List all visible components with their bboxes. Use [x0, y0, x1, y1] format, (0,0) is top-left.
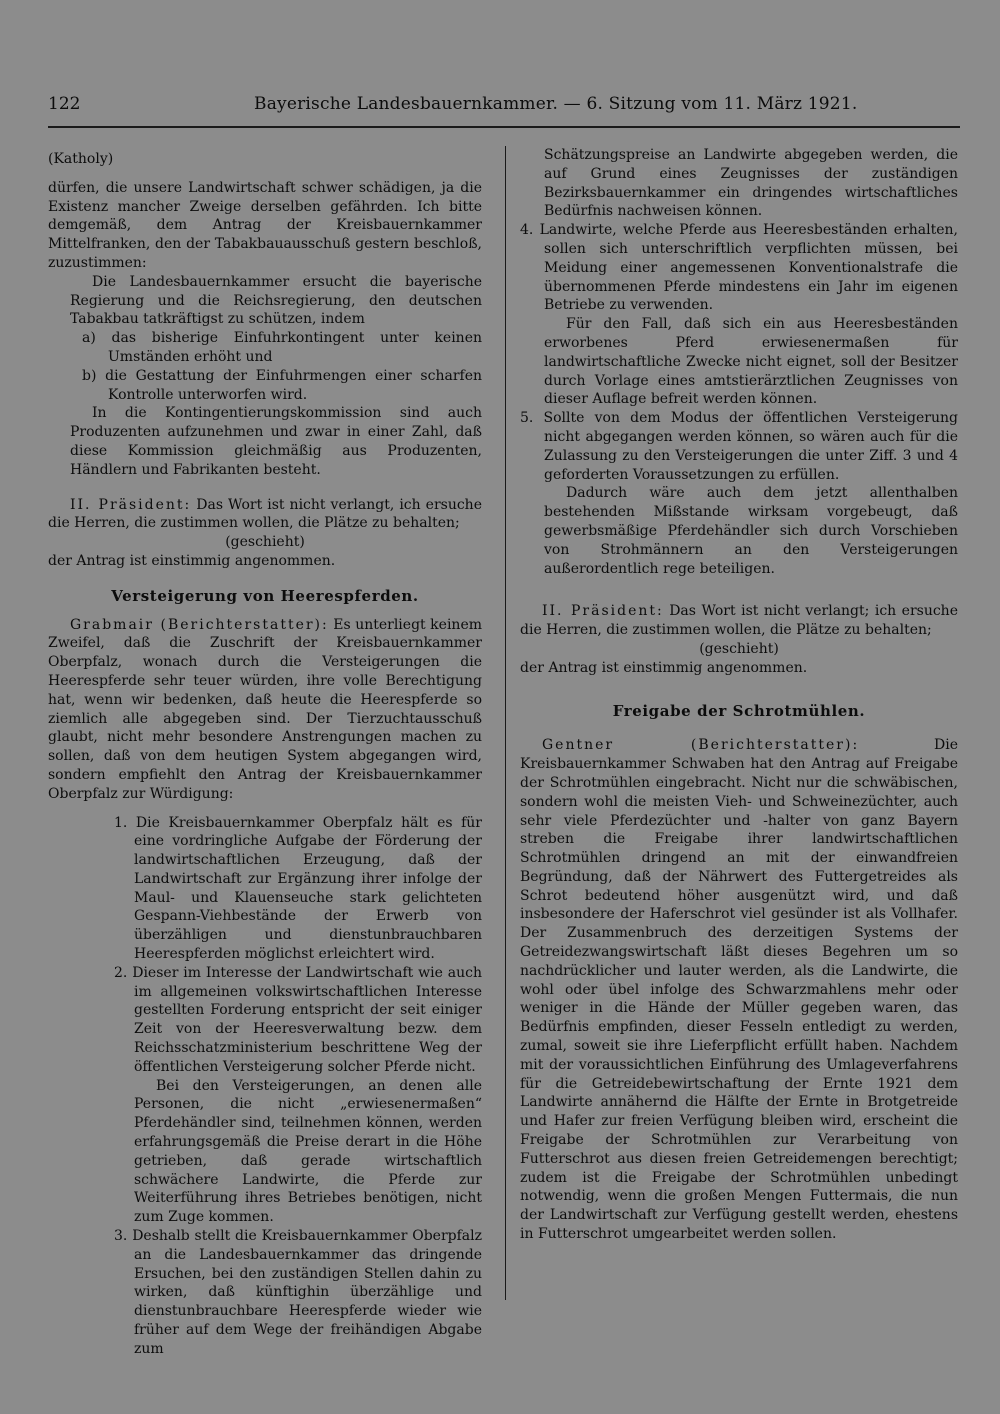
procedural-note: (geschieht): [699, 640, 779, 657]
motion-item-a: a) das bisherige Einfuhrkontingent unter keinen Umständen erhöht und: [82, 330, 482, 365]
section-heading: Versteigerung von Heerespferden.: [111, 586, 419, 605]
speaker-name: II. Präsident:: [70, 496, 192, 513]
list-item: 5. Sollte von dem Modus der öffentlichen Versteigerung nicht abgegangen werden können, so wären auch für die Zulassung zu den Versteigerungen die unter Ziff. 3 und 4 geforderten Voraussetzungen zu erfüllen.: [520, 410, 958, 483]
list-item: 2. Dieser im Interesse der Landwirtschaft wie auch im allgemeinen volkswirtschaftlichen Interesse gestellten Forderung entspricht der seit einiger Zeit von der Heeresverwaltung bezw. dem Reichsschatzministerium beschrittene Weg der öffentlichen Versteigerung solcher Pferde nicht.: [114, 964, 482, 1075]
column-divider: [505, 146, 506, 1300]
list-item: 4. Landwirte, welche Pferde aus Heeresbeständen erhalten, sollen sich unterschriftlich verpflichten müssen, bei Meidung einer angemessenen Konventionalstrafe die übernommenen Pferde mindestens ein Jahr im eigenen Betriebe zu verwenden.: [520, 222, 958, 314]
left-column: [48, 150, 482, 1359]
result-line: der Antrag ist einstimmig angenommen.: [520, 659, 808, 676]
list-item-paragraph: Dadurch wäre auch dem jetzt allenthalben bestehenden Mißstande wirksam vorgebeugt, daß gewerbsmäßige Pferdehändler sich durch Vorschieben von Strohmännern an den Versteigerungen außerordentlich rege beteiligen.: [544, 485, 958, 577]
president-statement: [48, 496, 482, 534]
motion-text: Die Landesbauernkammer ersucht die bayerische Regierung und die Reichsregierung, den deutschen Tabakbau tatkräftigst zu schützen, indem: [70, 273, 482, 328]
speaker-name: Gentner (Berichterstatter):: [542, 737, 860, 754]
page-number: 122: [48, 94, 81, 114]
paragraph: dürfen, die unsere Landwirtschaft schwer schädigen, ja die Existenz mancher Zweige derselben gefährden. Ich bitte demgemäß, dem Antrag der Kreisbauernkammer Mittelfranken, den der Tabakbauausschuß gestern beschloß, zuzustimmen:: [48, 179, 482, 271]
list-item-paragraph: Bei den Versteigerungen, an denen alle Personen, die nicht „erwiesenermaßen“ Pferdehändler sind, teilnehmen können, werden erfahrungsgemäß die Preise derart in die Höhe getrieben, daß gerade wirtschaftlich schwächere Landwirte, die Pferde zur Weiterführung ihres Betriebes benötigen, nicht zum Zuge kommen.: [134, 1077, 482, 1226]
speaker-name: Grabmair (Berichterstatter):: [70, 616, 329, 633]
list-item: 1. Die Kreisbauernkammer Oberpfalz hält es für eine vordringliche Aufgabe der Förderung der landwirtschaftlichen Erzeugung, daß der Landwirtschaft zur Ergänzung ihrer infolge der Maul- und Klauenseuche stark gelichteten Gespann-Viehbestände der Erwerb von überzähligen und dienstunbrauchbaren Heerespferden möglichst erleichtert wird.: [114, 814, 482, 963]
list-item: 3. Deshalb stellt die Kreisbauernkammer Oberpfalz an die Landesbauernkammer das dringende Ersuchen, bei den zuständigen Stellen dahin zu wirken, daß künftighin überzählige und dienstunbrauchbare Heerespferde wieder wie früher auf dem Wege der freihändigen Abgabe zum: [114, 1228, 482, 1357]
running-title: Bayerische Landesbauernkammer. — 6. Sitzung vom 11. März 1921.: [254, 94, 858, 114]
statement-text: Das Wort ist nicht verlangt; ich ersuche die Herren, die zustimmen wollen, die Plätze zu behalten;: [520, 603, 958, 639]
list-item-paragraph: Schätzungspreise an Landwirte abgegeben werden, die auf Grund eines Zeugnisses der zuständigen Bezirksbauernkammer ein dringendes wirtschaftliches Bedürfnis nachweisen können.: [544, 147, 958, 220]
right-column: [520, 146, 958, 1244]
statement-text: Das Wort ist nicht verlangt, ich ersuche die Herren, die zustimmen wollen, die Plätze zu behalten;: [48, 496, 482, 532]
motion-text: In die Kontingentierungskommission sind auch Produzenten aufzunehmen und zwar in einer Zahl, daß diese Kommission gleichmäßig aus Produzenten, Händlern und Fabrikanten besteht.: [70, 405, 482, 478]
list-item-paragraph: Für den Fall, daß sich ein aus Heeresbeständen erworbenes Pferd erwiesenermaßen für landwirtschaftliche Zwecke nicht eignet, soll der Besitzer durch Vorlage eines amtstierärztlichen Zeugnisses von dieser Auflage befreit werden können.: [544, 316, 958, 408]
section-heading: Freigabe der Schrotmühlen.: [612, 701, 866, 720]
motion-item-b: b) die Gestattung der Einfuhrmengen einer scharfen Kontrolle unterworfen wird.: [82, 367, 482, 403]
statement-text: Es unterliegt keinem Zweifel, daß die Zuschrift der Kreisbauernkammer Oberpfalz, wonach durch die Versteigerungen die Heerespferde sehr teuer würden, ihre volle Berechtigung hat, wenn wir bedenken, daß heute die Heerespferde so ziemlich alle abgegeben sind. Der Tierzuchtausschuß glaubt, nicht mehr besondere Anstrengungen machen zu sollen, daß von dem heutigen System abgegangen wird, sondern empfiehlt den Antrag der Kreisbauernkammer Oberpfalz zur Würdigung:: [48, 616, 482, 802]
result-line: der Antrag ist einstimmig angenommen.: [48, 552, 336, 569]
header-rule: [48, 126, 960, 128]
statement-text: Die Kreisbauernkammer Schwaben hat den Antrag auf Freigabe der Schrotmühlen eingebracht. Nicht nur die schwäbischen, sondern wohl die meisten Vieh- und Schweinezüchter, auch sehr viele Pferdezüchter und -halter von ganz Bayern streben die Freigabe ihrer landwirtschaftlichen Schrotmühlen dringend an mit der einwandfreien Begründung, daß der Nährwert des Futtergetreides als Schrot bedeutend höher ausgenützt wird, und daß insbesondere der Haferschrot viel gesünder ist als Vollhafer. Der Zusammenbruch des derzeitigen Systems der Getreidezwangswirtschaft läßt dieses Begehren um so nachdrücklicher und lauter werden, als die Landwirte, die wohl oder übel infolge des Schwarzmahlens mehr oder weniger in die Hände der Müller gegeben waren, das Bedürfnis empfinden, dieser Fesseln entledigt zu werden, zumal, soweit sie ihre Lieferpflicht erfüllt haben. Nachdem mit der voraussichtlichen Einführung des Umlageverfahrens für die Getreidebewirtschaftung der Ernte 1921 dem Landwirte annähernd die Hälfte der Ernte in Brotgetreide und Hafer zur freien Verfügung bleiben wird, erscheint die Freigabe der Schrotmühlen zur Verarbeitung von Futterschrot aus diesen freien Getreidemengen berechtigt; zudem ist die Freigabe der Schrotmühlen unbedingt notwendig, wenn die großen Mengen Futtermais, die nun der Landwirtschaft zur Verfügung gestellt werden, ehestens in Futterschrot umgearbeitet werden sollen.: [520, 737, 958, 1243]
rapporteur-statement: [520, 736, 958, 1244]
speaker-name: II. Präsident:: [542, 603, 664, 620]
speaker-continuation: (Katholy): [48, 151, 114, 167]
rapporteur-statement: [48, 616, 482, 804]
procedural-note: (geschieht): [225, 534, 305, 551]
president-statement: [520, 602, 958, 640]
